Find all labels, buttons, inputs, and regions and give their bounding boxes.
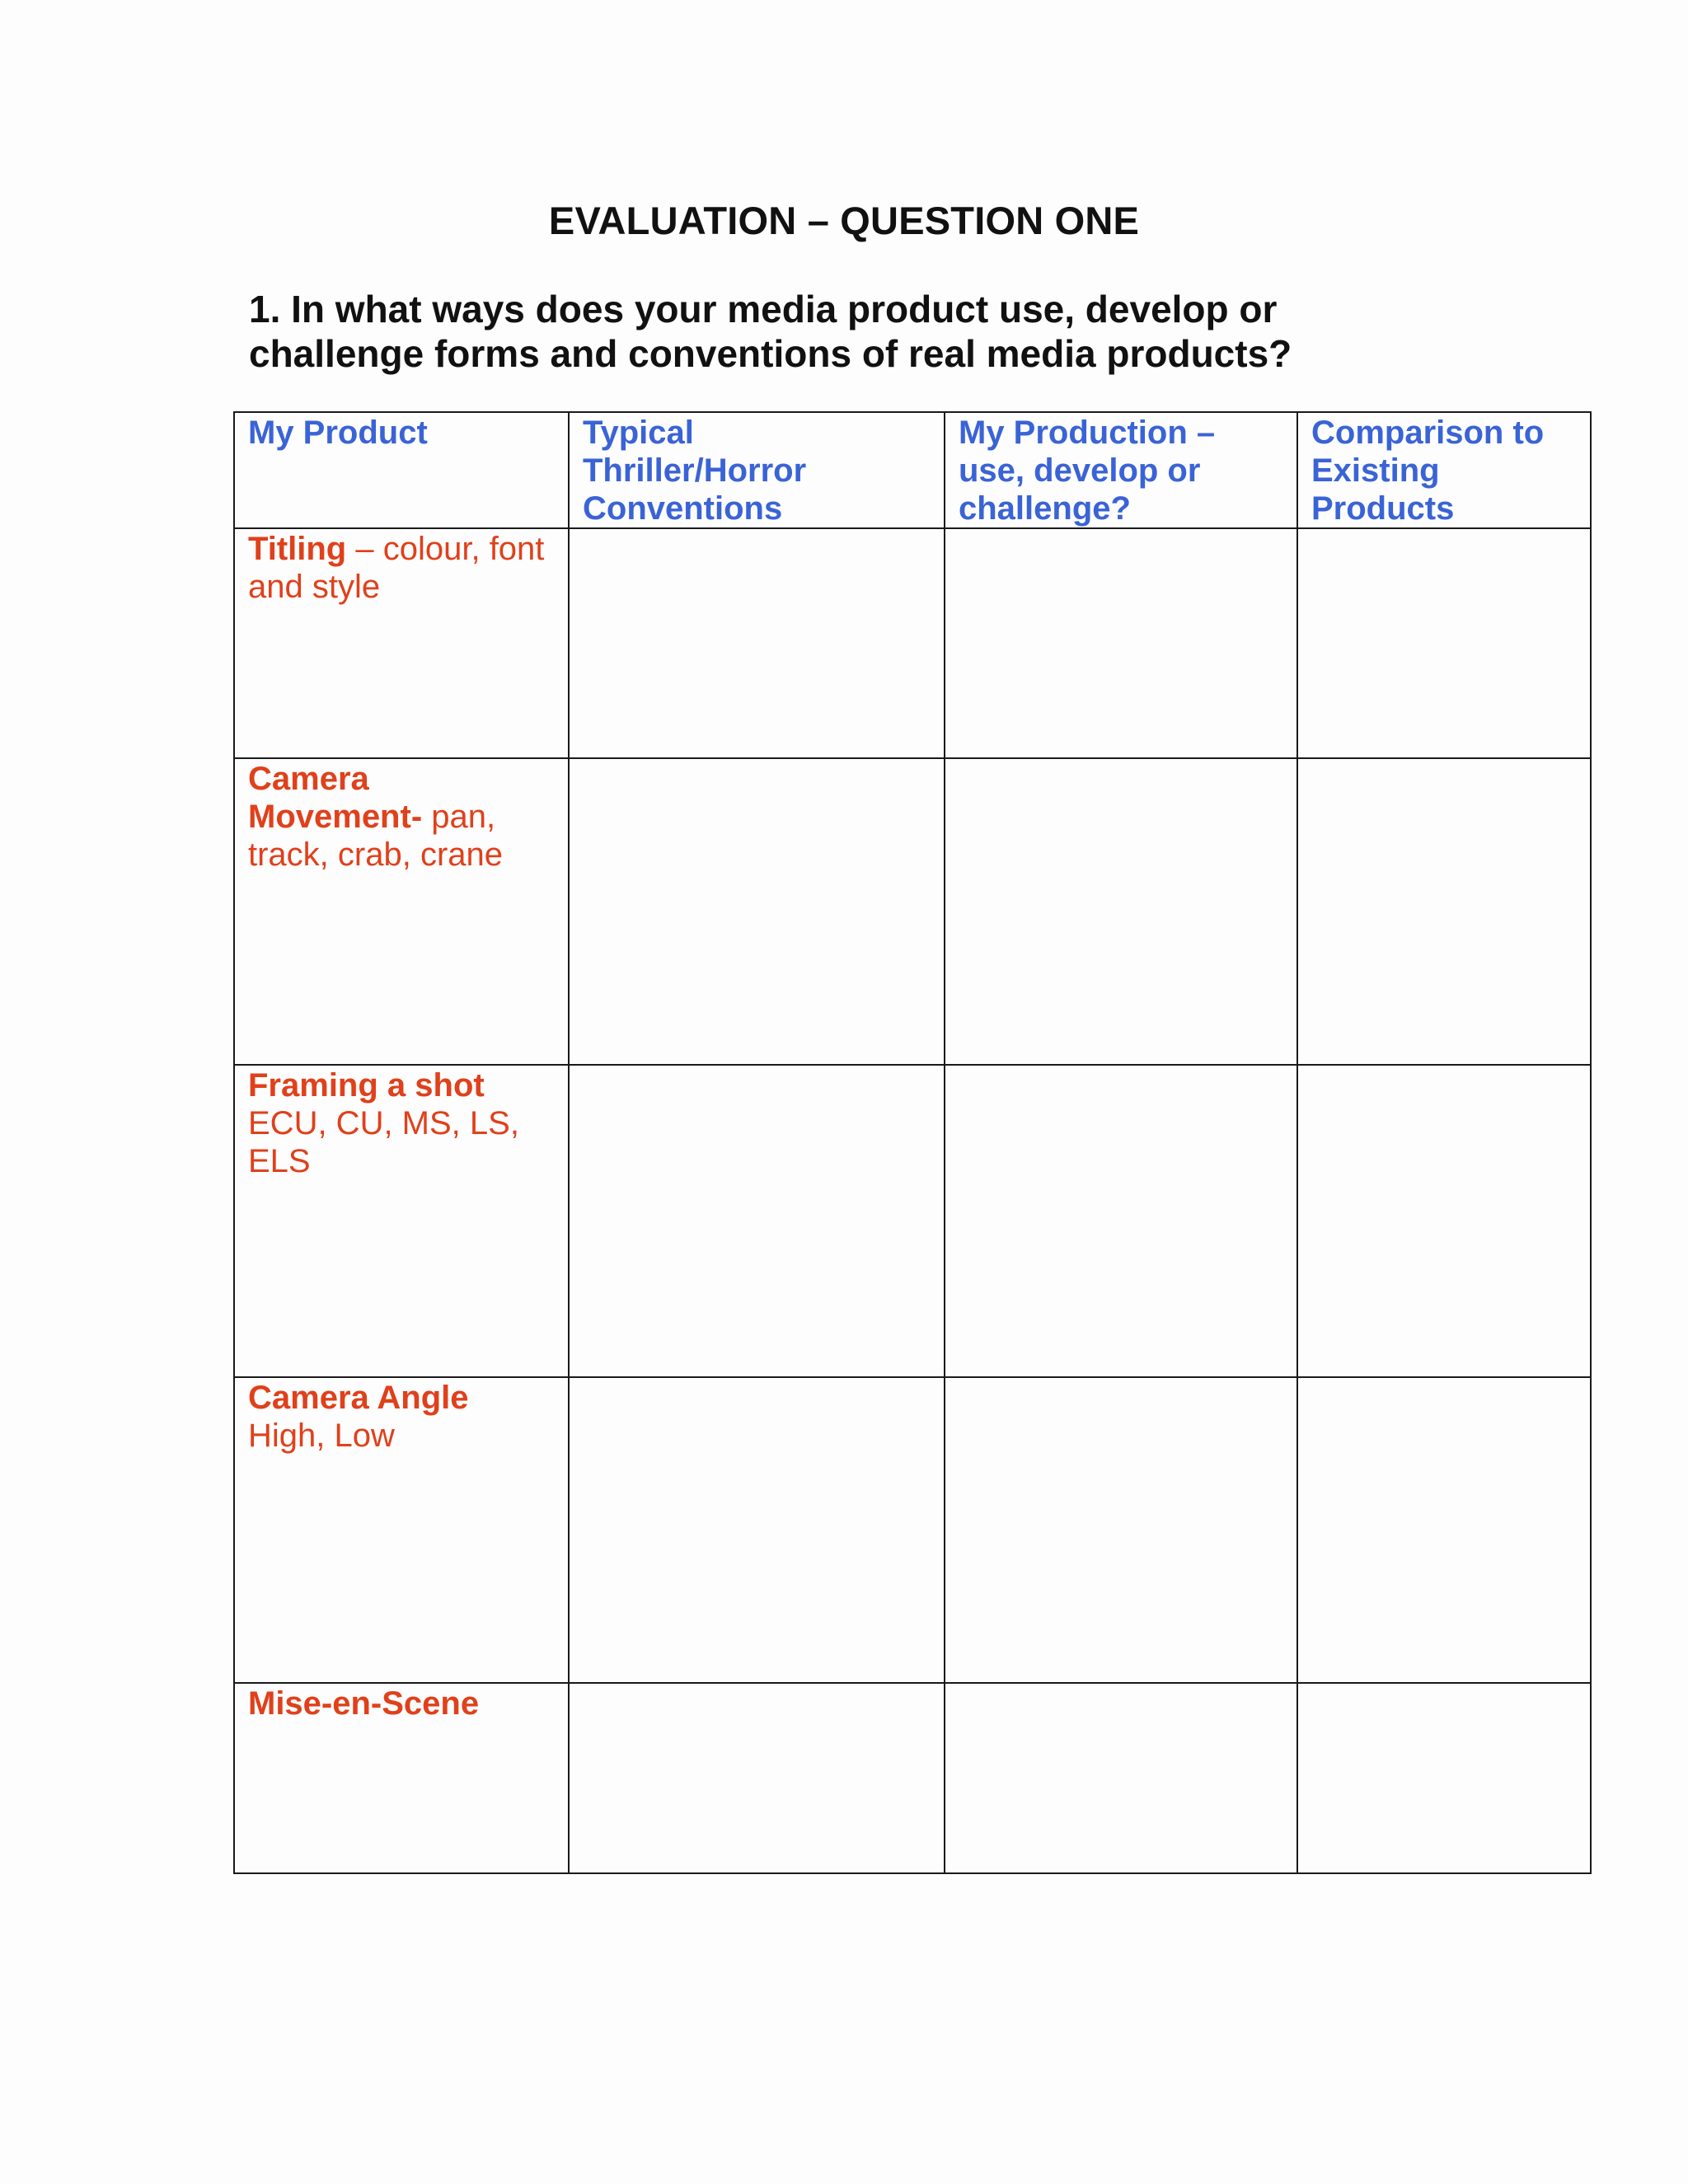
row-label-mise-en-scene: Mise-en-Scene <box>234 1683 569 1873</box>
cell-framing-production[interactable] <box>945 1065 1297 1377</box>
cell-framing-conventions[interactable] <box>569 1065 945 1377</box>
table-row <box>234 1683 1591 1873</box>
header-typical-conventions: Typical Thriller/Horror Conventions <box>569 412 945 528</box>
header-comparison: Comparison to Existing Products <box>1297 412 1591 528</box>
question-text <box>249 287 1535 376</box>
table-header-row <box>234 412 1591 528</box>
cell-camera-movement-conventions[interactable] <box>569 758 945 1065</box>
cell-mise-en-scene-production[interactable] <box>945 1683 1297 1873</box>
table-row <box>234 1377 1591 1683</box>
cell-camera-angle-production[interactable] <box>945 1377 1297 1683</box>
table-row <box>234 528 1591 758</box>
table-row <box>234 1065 1591 1377</box>
question-line-1: 1. In what ways does your media product use, develop or <box>249 288 1278 330</box>
cell-camera-movement-comparison[interactable] <box>1297 758 1591 1065</box>
evaluation-table <box>233 411 1592 1874</box>
cell-camera-angle-conventions[interactable] <box>569 1377 945 1683</box>
cell-titling-comparison[interactable] <box>1297 528 1591 758</box>
header-my-product: My Product <box>234 412 569 528</box>
row-label-camera-movement: Camera Movement- pan, track, crab, crane <box>234 758 569 1065</box>
row-label-titling: Titling – colour, font and style <box>234 528 569 758</box>
page-title: EVALUATION – QUESTION ONE <box>548 199 1140 242</box>
row-label-framing: Framing a shot ECU, CU, MS, LS, ELS <box>234 1065 569 1377</box>
cell-framing-comparison[interactable] <box>1297 1065 1591 1377</box>
cell-camera-angle-comparison[interactable] <box>1297 1377 1591 1683</box>
cell-mise-en-scene-comparison[interactable] <box>1297 1683 1591 1873</box>
table-row <box>234 758 1591 1065</box>
cell-titling-conventions[interactable] <box>569 528 945 758</box>
question-line-2: challenge forms and conventions of real media products? <box>249 332 1292 375</box>
cell-camera-movement-production[interactable] <box>945 758 1297 1065</box>
row-label-camera-angle: Camera Angle High, Low <box>234 1377 569 1683</box>
cell-titling-production[interactable] <box>945 528 1297 758</box>
cell-mise-en-scene-conventions[interactable] <box>569 1683 945 1873</box>
header-my-production: My Production – use, develop or challenge? <box>945 412 1297 528</box>
